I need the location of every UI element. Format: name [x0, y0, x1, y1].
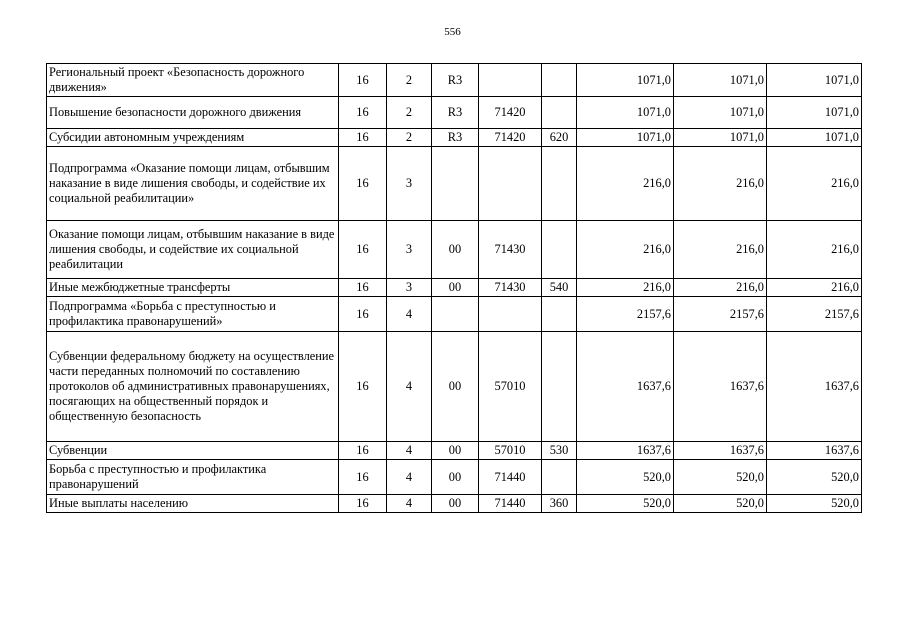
expense-type-code	[542, 221, 577, 279]
program-code: 00	[432, 495, 479, 513]
amount-year-3: 216,0	[767, 221, 862, 279]
page-number: 556	[444, 26, 461, 38]
expense-type-code: 540	[542, 279, 577, 297]
expense-type-code	[542, 460, 577, 495]
amount-year-2: 1071,0	[674, 129, 767, 147]
row-name: Субсидии автономным учреждениям	[47, 129, 339, 147]
amount-year-3: 1071,0	[767, 129, 862, 147]
amount-year-1: 520,0	[577, 460, 674, 495]
row-name: Оказание помощи лицам, отбывшим наказание в виде лишения свободы, и содействие их социальной реабилитации	[47, 221, 339, 279]
subsection-code: 3	[387, 221, 432, 279]
expense-type-code	[542, 297, 577, 332]
amount-year-2: 520,0	[674, 495, 767, 513]
program-code	[432, 297, 479, 332]
table-row	[47, 332, 862, 442]
amount-year-1: 2157,6	[577, 297, 674, 332]
amount-year-3: 216,0	[767, 279, 862, 297]
section-code: 16	[339, 279, 387, 297]
amount-year-2: 2157,6	[674, 297, 767, 332]
budget-table	[46, 63, 862, 513]
direction-code: 71430	[479, 221, 542, 279]
amount-year-2: 1637,6	[674, 332, 767, 442]
subsection-code: 2	[387, 64, 432, 97]
subsection-code: 3	[387, 279, 432, 297]
amount-year-3: 2157,6	[767, 297, 862, 332]
amount-year-2: 520,0	[674, 460, 767, 495]
section-code: 16	[339, 64, 387, 97]
section-code: 16	[339, 97, 387, 129]
expense-type-code: 360	[542, 495, 577, 513]
amount-year-1: 1071,0	[577, 64, 674, 97]
subsection-code: 4	[387, 495, 432, 513]
program-code: 00	[432, 460, 479, 495]
section-code: 16	[339, 147, 387, 221]
table-row	[47, 97, 862, 129]
amount-year-3: 1637,6	[767, 332, 862, 442]
program-code: 00	[432, 221, 479, 279]
direction-code: 71420	[479, 129, 542, 147]
section-code: 16	[339, 442, 387, 460]
row-name: Подпрограмма «Оказание помощи лицам, отбывшим наказание в виде лишения свободы, и содействие их социальной реабилитации»	[47, 147, 339, 221]
subsection-code: 4	[387, 332, 432, 442]
table-row	[47, 64, 862, 97]
amount-year-1: 216,0	[577, 221, 674, 279]
amount-year-1: 1071,0	[577, 97, 674, 129]
subsection-code: 4	[387, 442, 432, 460]
table-row	[47, 129, 862, 147]
section-code: 16	[339, 129, 387, 147]
section-code: 16	[339, 297, 387, 332]
program-code: 00	[432, 442, 479, 460]
amount-year-2: 1637,6	[674, 442, 767, 460]
expense-type-code	[542, 147, 577, 221]
amount-year-3: 520,0	[767, 495, 862, 513]
subsection-code: 4	[387, 297, 432, 332]
table-row	[47, 147, 862, 221]
section-code: 16	[339, 332, 387, 442]
table-row	[47, 495, 862, 513]
table-row	[47, 297, 862, 332]
amount-year-2: 1071,0	[674, 64, 767, 97]
amount-year-1: 216,0	[577, 279, 674, 297]
direction-code: 71430	[479, 279, 542, 297]
direction-code	[479, 297, 542, 332]
expense-type-code	[542, 332, 577, 442]
program-code: R3	[432, 129, 479, 147]
table-row	[47, 460, 862, 495]
direction-code: 57010	[479, 332, 542, 442]
program-code: 00	[432, 279, 479, 297]
direction-code: 71440	[479, 495, 542, 513]
amount-year-1: 1637,6	[577, 442, 674, 460]
program-code: R3	[432, 64, 479, 97]
row-name: Региональный проект «Безопасность дорожного движения»	[47, 64, 339, 97]
amount-year-3: 1637,6	[767, 442, 862, 460]
table-row	[47, 279, 862, 297]
expense-type-code: 620	[542, 129, 577, 147]
row-name: Субвенции федеральному бюджету на осуществление части переданных полномочий по составлению протоколов об административных правонарушениях, посягающих на общественный порядок и общественную безопасность	[47, 332, 339, 442]
subsection-code: 4	[387, 460, 432, 495]
row-name: Подпрограмма «Борьба с преступностью и профилактика правонарушений»	[47, 297, 339, 332]
direction-code	[479, 64, 542, 97]
direction-code: 71440	[479, 460, 542, 495]
amount-year-2: 216,0	[674, 279, 767, 297]
subsection-code: 2	[387, 97, 432, 129]
program-code	[432, 147, 479, 221]
row-name: Иные выплаты населению	[47, 495, 339, 513]
section-code: 16	[339, 221, 387, 279]
program-code: R3	[432, 97, 479, 129]
direction-code: 71420	[479, 97, 542, 129]
amount-year-2: 1071,0	[674, 97, 767, 129]
amount-year-3: 1071,0	[767, 64, 862, 97]
amount-year-3: 216,0	[767, 147, 862, 221]
amount-year-2: 216,0	[674, 221, 767, 279]
subsection-code: 3	[387, 147, 432, 221]
direction-code: 57010	[479, 442, 542, 460]
expense-type-code	[542, 97, 577, 129]
amount-year-2: 216,0	[674, 147, 767, 221]
row-name: Повышение безопасности дорожного движения	[47, 97, 339, 129]
section-code: 16	[339, 460, 387, 495]
amount-year-1: 520,0	[577, 495, 674, 513]
row-name: Иные межбюджетные трансферты	[47, 279, 339, 297]
amount-year-3: 520,0	[767, 460, 862, 495]
row-name: Борьба с преступностью и профилактика правонарушений	[47, 460, 339, 495]
row-name: Субвенции	[47, 442, 339, 460]
program-code: 00	[432, 332, 479, 442]
subsection-code: 2	[387, 129, 432, 147]
table-row	[47, 221, 862, 279]
direction-code	[479, 147, 542, 221]
table-body	[47, 64, 862, 513]
table-row	[47, 442, 862, 460]
section-code: 16	[339, 495, 387, 513]
amount-year-1: 216,0	[577, 147, 674, 221]
expense-type-code	[542, 64, 577, 97]
amount-year-3: 1071,0	[767, 97, 862, 129]
expense-type-code: 530	[542, 442, 577, 460]
amount-year-1: 1637,6	[577, 332, 674, 442]
amount-year-1: 1071,0	[577, 129, 674, 147]
